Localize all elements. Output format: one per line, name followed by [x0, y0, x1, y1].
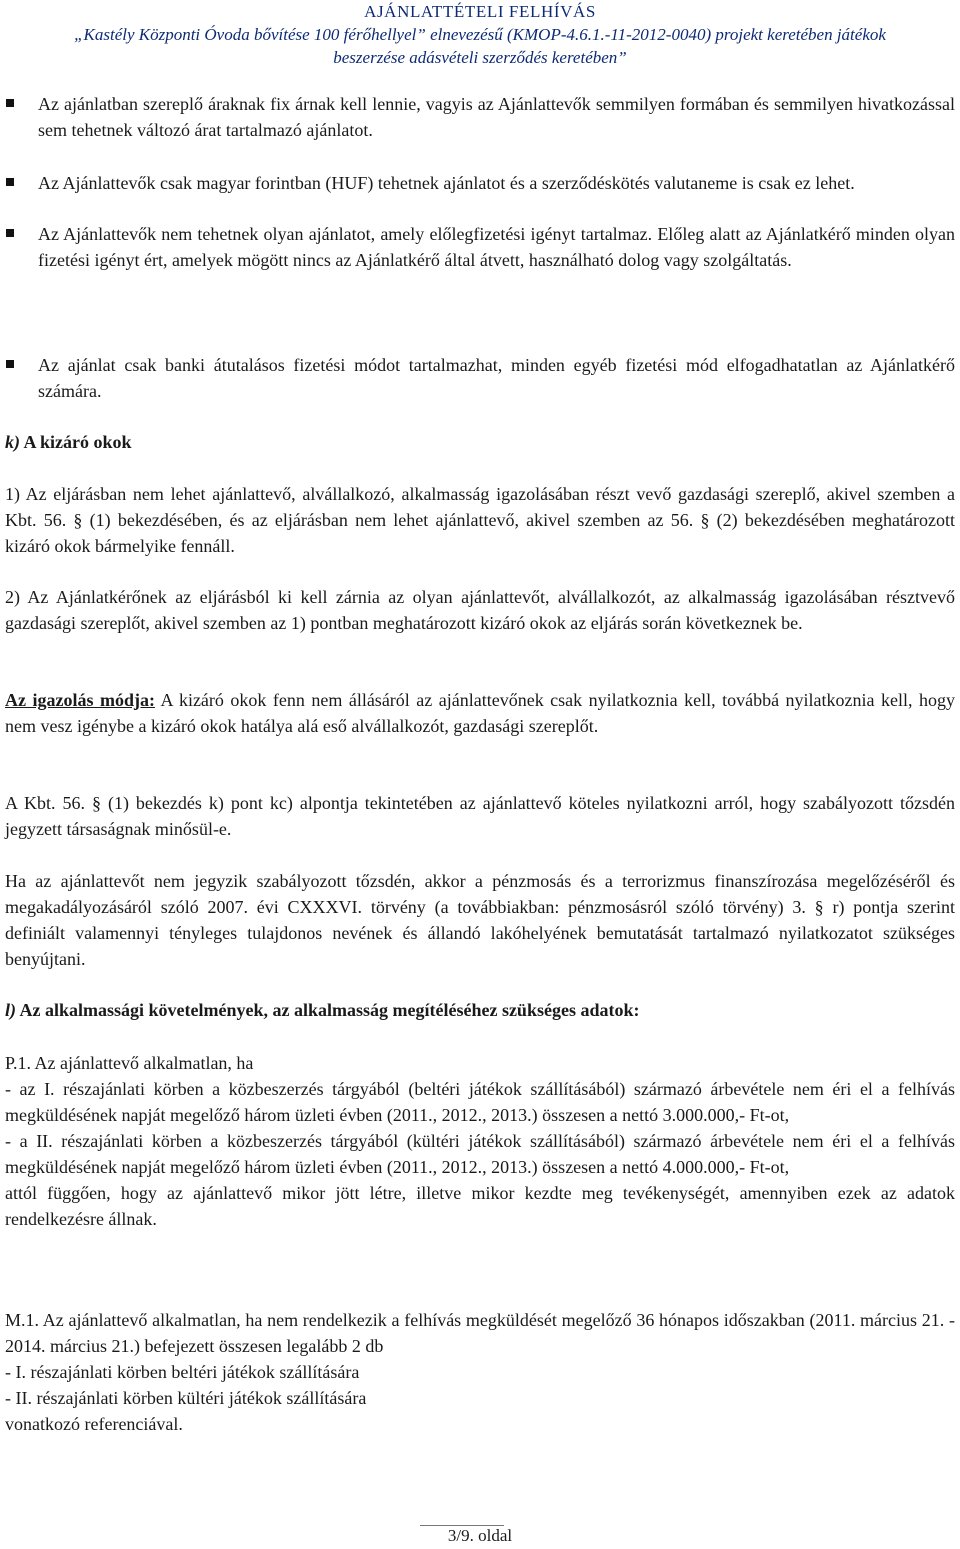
m1-closing: vonatkozó referenciával. — [5, 1414, 183, 1434]
section-l-heading — [5, 997, 639, 1023]
m1-intro: M.1. Az ajánlattevő alkalmatlan, ha nem rendelkezik a felhívás megküldését megelőző 36 hónapos időszakban (2011. március 21. - 2014. március 21.) befejezett összesen legalább 2 db — [5, 1310, 955, 1356]
section-l-letter: l) — [5, 1000, 16, 1020]
proof-method-text: A kizáró okok fenn nem állásáról az ajánlattevőnek csak nyilatkoznia kell, továbbá nyilatkoznia kell, hogy nem vesz igénybe a kizáró okok hatálya alá eső alvállalkozót, gazdasági szereplőt. — [5, 690, 955, 736]
bullet-square-icon — [6, 178, 14, 186]
document-title: AJÁNLATTÉTELI FELHÍVÁS — [364, 2, 596, 21]
bullet-item-bank-transfer: Az ajánlat csak banki átutalásos fizetési módot tartalmazhat, minden egyéb fizetési mód elfogadhatatlan az Ajánlatkérő számára. — [38, 355, 955, 401]
m1-item-part-2: - II. részajánlati körben kültéri játékok szállítására — [5, 1388, 367, 1408]
section-k-paragraph-1: 1) Az eljárásban nem lehet ajánlattevő, alvállalkozó, alkalmasság igazolásában részt vevő gazdasági szereplő, akivel szemben a Kbt. 56. § (1) bekezdésében, és az eljárásban nem lehet ajánlattevő, akivel szemben az 56. § (2) bekezdésében meghatározott kizáró okok bármelyike fennáll. — [5, 484, 955, 556]
p1-closing: attól függően, hogy az ajánlattevő mikor jött létre, illetve mikor kezdte meg tevékenységét, amennyiben ezek az adatok rendelkezésre állnak. — [5, 1183, 955, 1229]
section-l-m1-block — [5, 1307, 955, 1437]
section-k-title: A kizáró okok — [20, 432, 132, 452]
bullet-item-fixed-price: Az ajánlatban szereplő áraknak fix árnak kell lennie, vagyis az Ajánlattevők semmilyen formában és semmilyen hivatkozással sem tehetnek változó árat tartalmazó ajánlatot. — [38, 94, 955, 140]
bullet-square-icon — [6, 360, 14, 368]
document-subtitle-line1: „Kastély Központi Óvoda bővítése 100 férőhellyel” elnevezésű (KMOP-4.6.1.-11-2012-0040) projekt keretében játékok — [74, 25, 886, 44]
bullet-square-icon — [6, 229, 14, 237]
section-k-heading — [5, 429, 132, 455]
section-l-p1-block — [5, 1050, 955, 1232]
page-number: 3/9. oldal — [447, 1526, 513, 1545]
section-k-paragraph-4: A Kbt. 56. § (1) bekezdés k) pont kc) alpontja tekintetében az ajánlattevő köteles nyilatkozni arról, hogy szabályozott tőzsdén jegyzett társaságnak minősül-e. — [5, 793, 955, 839]
section-l-title: Az alkalmassági követelmények, az alkalmasság megítéléséhez szükséges adatok: — [16, 1000, 640, 1020]
section-k-paragraph-2: 2) Az Ajánlatkérőnek az eljárásból ki kell zárnia az olyan ajánlattevőt, alvállalkozót, az alkalmasság igazolásában résztvevő gazdasági szereplőt, akivel szemben az 1) pontban meghatározott kizáró okok az eljárás során következnek be. — [5, 587, 955, 633]
document-subtitle-line2: beszerzése adásvételi szerződés keretében” — [333, 48, 627, 67]
bullet-item-advance-payment: Az Ajánlattevők nem tehetnek olyan ajánlatot, amely előlegfizetési igényt tartalmaz. Előleg alatt az Ajánlatkérő minden olyan fizetési igényt ért, amelyek mögött nincs az Ajánlatkérő által átvett, használható dolog vagy szolgáltatás. — [38, 224, 955, 270]
bullet-item-currency: Az Ajánlattevők csak magyar forintban (HUF) tehetnek ajánlatot és a szerződéskötés valutaneme is csak ez lehet. — [38, 173, 855, 193]
p1-item-part-2: - a II. részajánlati körben a közbeszerzés tárgyából (kültéri játékok szállításából) származó árbevétele nem éri el a felhívás megküldésének napját megelőző három üzleti évben (2011., 2012., 2013.) összesen a nettó 4.000.000,- Ft-ot, — [5, 1131, 955, 1177]
m1-item-part-1: - I. részajánlati körben beltéri játékok szállítására — [5, 1362, 360, 1382]
bullet-square-icon — [6, 99, 14, 107]
p1-intro: P.1. Az ajánlattevő alkalmatlan, ha — [5, 1053, 254, 1073]
p1-item-part-1: - az I. részajánlati körben a közbeszerzés tárgyából (beltéri játékok szállításából) származó árbevétele nem éri el a felhívás megküldésének napját megelőző három üzleti évben (2011., 2012., 2013.) összesen a nettó 3.000.000,- Ft-ot, — [5, 1079, 955, 1125]
section-k-letter: k) — [5, 432, 20, 452]
proof-method-label: Az igazolás módja: — [5, 690, 155, 710]
section-k-paragraph-5: Ha az ajánlattevőt nem jegyzik szabályozott tőzsdén, akkor a pénzmosás és a terrorizmus finanszírozása megelőzéséről és megakadályozásáról szóló 2007. évi CXXXVI. törvény (a továbbiakban: pénzmosásról szóló törvény) 3. § r) pontja szerint definiált valamennyi tényleges tulajdonos nevének és állandó lakóhelyének bemutatását tartalmazó nyilatkozatot szükséges benyújtani. — [5, 871, 955, 969]
section-k-proof-paragraph — [5, 687, 955, 739]
